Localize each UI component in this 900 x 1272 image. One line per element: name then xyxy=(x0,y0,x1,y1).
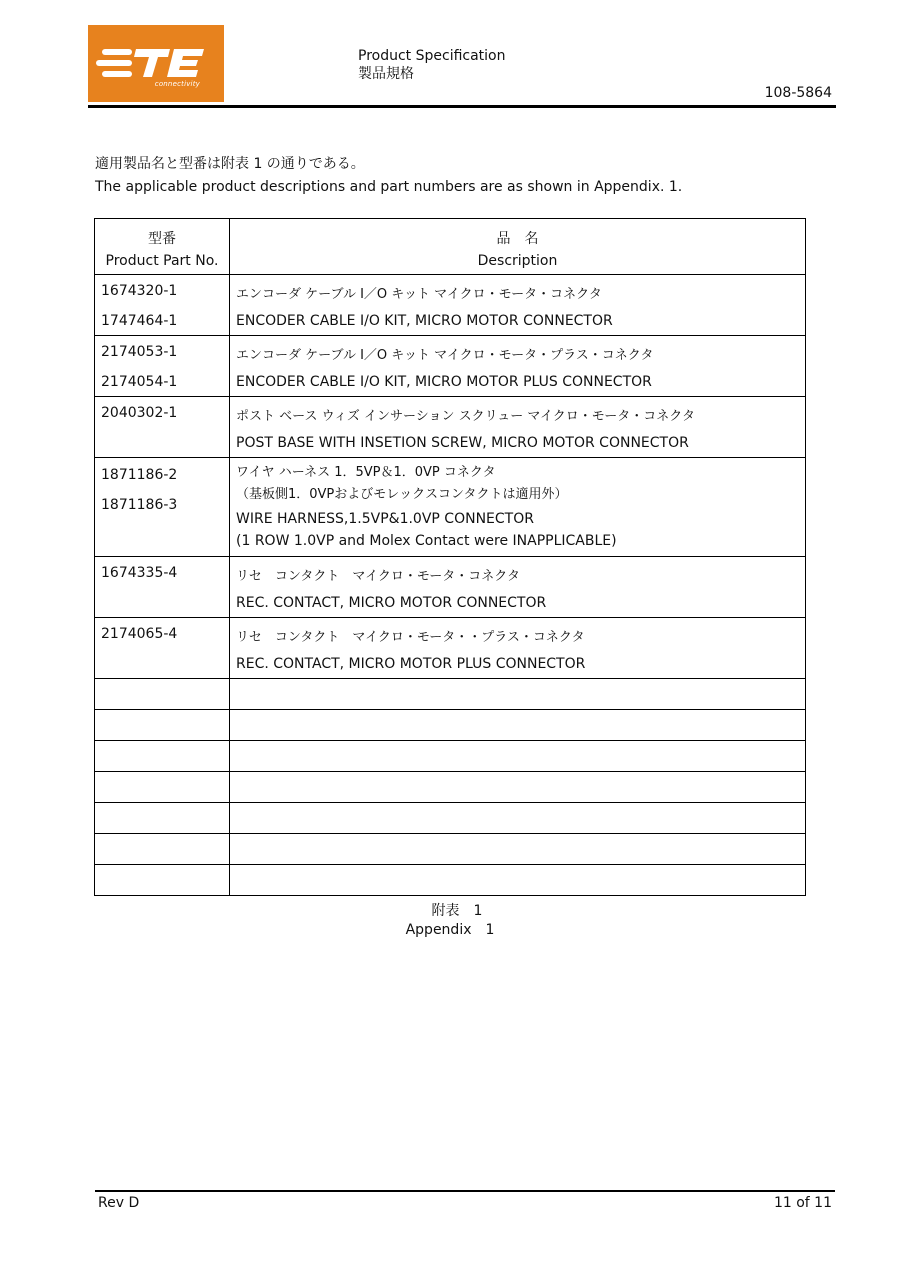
description-en-note: (1 ROW 1.0VP and Molex Contact were INAPPLICABLE) xyxy=(236,533,617,549)
caption-jp: 附表 1 xyxy=(431,903,483,919)
table-row xyxy=(95,336,806,397)
description-jp: ワイヤ ハーネス 1．5VP＆1．0VP コネクタ xyxy=(236,465,496,480)
part-number: 2040302-1 xyxy=(101,405,178,421)
header-rule xyxy=(88,105,836,108)
document-number: 108-5864 xyxy=(764,85,832,101)
te-logo xyxy=(88,25,224,102)
blank-cell xyxy=(230,834,806,865)
logo-subtext: connectivity xyxy=(154,80,200,88)
part-number-cell xyxy=(95,275,230,336)
header-desc-en: Description xyxy=(477,253,558,269)
table-row xyxy=(95,397,806,458)
table-row xyxy=(95,618,806,679)
part-number-cell xyxy=(95,397,230,458)
revision-label: Rev D xyxy=(98,1195,140,1211)
table-row xyxy=(95,275,806,336)
part-number-cell xyxy=(95,557,230,618)
description-en: POST BASE WITH INSETION SCREW, MICRO MOTOR CONNECTOR xyxy=(236,435,689,451)
part-number-cell xyxy=(95,336,230,397)
part-number: 1747464-1 xyxy=(101,313,178,329)
description-jp-note: （基板側1．0VPおよびモレックスコンタクトは適用外） xyxy=(236,487,568,502)
description-en: REC. CONTACT, MICRO MOTOR PLUS CONNECTOR xyxy=(236,656,586,672)
blank-row xyxy=(95,865,806,896)
intro-english: The applicable product descriptions and part numbers are as shown in Appendix. 1. xyxy=(95,179,683,195)
description-jp: エンコーダ ケーブル I／O キット マイクロ・モータ・コネクタ xyxy=(236,287,602,302)
table-row xyxy=(95,557,806,618)
part-number: 2174054-1 xyxy=(101,374,178,390)
description-cell xyxy=(230,397,806,458)
blank-cell xyxy=(230,741,806,772)
description-en: WIRE HARNESS,1.5VP&1.0VP CONNECTOR xyxy=(236,511,534,527)
blank-row xyxy=(95,710,806,741)
page-number: 11 of 11 xyxy=(773,1195,832,1211)
description-cell xyxy=(230,458,806,557)
part-number-cell xyxy=(95,458,230,557)
title-japanese: 製品規格 xyxy=(358,66,414,82)
blank-cell xyxy=(230,679,806,710)
blank-cell xyxy=(95,865,230,896)
part-number: 1871186-2 xyxy=(101,467,178,483)
document-title xyxy=(358,47,506,83)
blank-cell xyxy=(230,772,806,803)
description-en: ENCODER CABLE I/O KIT, MICRO MOTOR CONNECTOR xyxy=(236,313,613,329)
blank-row xyxy=(95,834,806,865)
header-desc-jp: 品 名 xyxy=(496,231,539,247)
description-cell xyxy=(230,336,806,397)
part-number: 1674335-4 xyxy=(101,565,178,581)
blank-cell xyxy=(95,741,230,772)
description-jp: リセ コンタクト マイクロ・モータ・・プラス・コネクタ xyxy=(236,630,585,645)
blank-row xyxy=(95,803,806,834)
appendix-table xyxy=(94,218,806,896)
header-part-number xyxy=(95,219,230,275)
part-number: 2174053-1 xyxy=(101,344,178,360)
part-number: 1871186-3 xyxy=(101,497,178,513)
description-en: ENCODER CABLE I/O KIT, MICRO MOTOR PLUS CONNECTOR xyxy=(236,374,652,390)
description-cell xyxy=(230,618,806,679)
header-description xyxy=(230,219,806,275)
blank-cell xyxy=(230,710,806,741)
header-part-en: Product Part No. xyxy=(105,253,219,269)
blank-cell xyxy=(95,803,230,834)
blank-row xyxy=(95,772,806,803)
footer-rule xyxy=(95,1190,835,1192)
part-number: 2174065-4 xyxy=(101,626,178,642)
description-cell xyxy=(230,557,806,618)
intro-japanese: 適用製品名と型番は附表 1 の通りである。 xyxy=(95,156,365,172)
header-part-jp: 型番 xyxy=(148,231,176,247)
blank-cell xyxy=(95,772,230,803)
blank-row xyxy=(95,679,806,710)
intro-text xyxy=(95,153,682,199)
title-english: Product Specification xyxy=(358,48,506,64)
table-header-row xyxy=(95,219,806,275)
description-en: REC. CONTACT, MICRO MOTOR CONNECTOR xyxy=(236,595,547,611)
caption-en: Appendix 1 xyxy=(405,922,495,938)
description-jp: リセ コンタクト マイクロ・モータ・コネクタ xyxy=(236,569,521,584)
part-number-cell xyxy=(95,618,230,679)
table-caption xyxy=(0,902,900,940)
blank-row xyxy=(95,741,806,772)
blank-cell xyxy=(95,710,230,741)
part-number: 1674320-1 xyxy=(101,283,178,299)
table-row xyxy=(95,458,806,557)
description-jp: エンコーダ ケーブル I／O キット マイクロ・モータ・プラス・コネクタ xyxy=(236,348,654,363)
blank-cell xyxy=(95,834,230,865)
blank-cell xyxy=(230,865,806,896)
description-jp: ポスト ベース ウィズ インサーション スクリュー マイクロ・モータ・コネクタ xyxy=(236,409,696,424)
blank-cell xyxy=(95,679,230,710)
te-logo-mark xyxy=(88,25,224,102)
blank-cell xyxy=(230,803,806,834)
description-cell xyxy=(230,275,806,336)
